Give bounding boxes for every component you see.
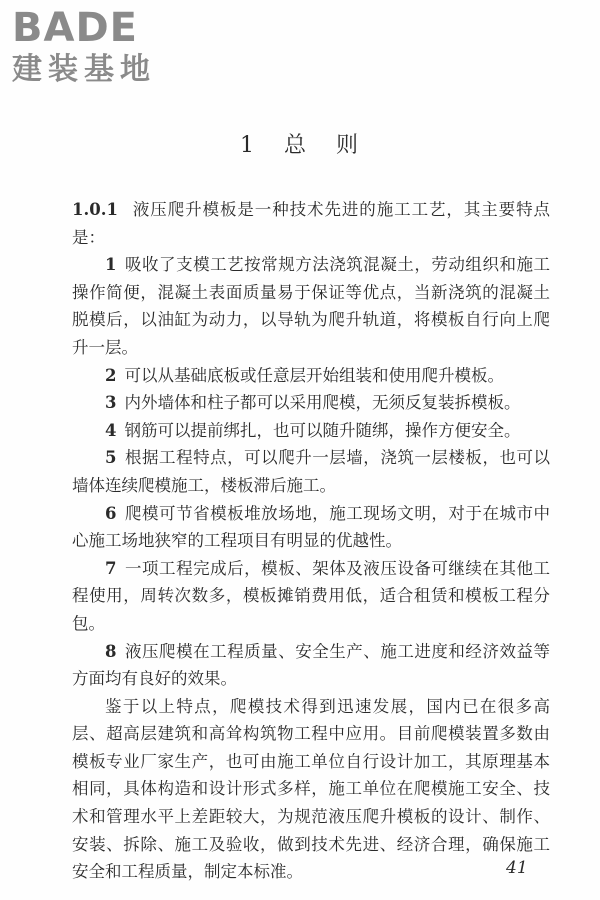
item-number: 3 bbox=[105, 393, 117, 413]
list-item bbox=[72, 389, 550, 417]
list-item bbox=[72, 638, 550, 693]
watermark-logo bbox=[12, 6, 182, 88]
item-number: 7 bbox=[105, 558, 117, 578]
list-item bbox=[72, 417, 550, 445]
item-number: 1 bbox=[105, 255, 117, 275]
list-item bbox=[72, 362, 550, 390]
item-text: 吸收了支模工艺按常规方法浇筑混凝土，劳动组织和施工操作简便，混凝土表面质量易于保证等优点，当新浇筑的混凝土脱模后，以油缸为动力，以导轨为爬升轨道，将模板自行向上爬升一层。 bbox=[72, 255, 550, 357]
chapter-heading bbox=[0, 128, 600, 159]
list-item bbox=[72, 251, 550, 361]
section-number: 1.0.1 bbox=[72, 200, 118, 219]
item-text: 爬模可节省模板堆放场地，施工现场文明，对于在城市中心施工场地狭窄的工程项目有明显的优越性。 bbox=[72, 503, 550, 551]
item-number: 2 bbox=[105, 365, 117, 385]
item-text: 一项工程完成后，模板、架体及液压设备可继续在其他工程使用，周转次数多，模板摊销费用低，适合租赁和模板工程分包。 bbox=[72, 558, 550, 633]
list-item bbox=[72, 555, 550, 638]
section-intro bbox=[72, 196, 550, 251]
item-text: 钢筋可以提前绑扎，也可以随升随绑，操作方便安全。 bbox=[124, 420, 521, 440]
chapter-title-char-2: 则 bbox=[336, 133, 361, 158]
item-number: 5 bbox=[105, 448, 117, 468]
closing-paragraph: 鉴于以上特点，爬模技术得到迅速发展，国内已在很多高层、超高层建筑和高耸构筑物工程中应用。目前爬模装置多数由模板专业厂家生产，也可由施工单位自行设计加工，其原理基本相同，具体构造和设计形式多样，施工单位在爬模施工安全、技术和管理水平上差距较大，为规范液压爬升模板的设计、制作、安装、拆除、施工及验收，做到技术先进、经济合理，确保施工安全和工程质量，制定本标准。 bbox=[72, 696, 550, 882]
chapter-title-char-1: 总 bbox=[283, 133, 308, 158]
list-item bbox=[72, 444, 550, 499]
item-text: 根据工程特点，可以爬升一层墙，浇筑一层楼板，也可以墙体连续爬模施工，楼板滞后施工。 bbox=[72, 448, 550, 495]
section-intro-text: 液压爬升模板是一种技术先进的施工工艺，其主要特点是： bbox=[72, 200, 550, 247]
body-text bbox=[72, 196, 550, 886]
logo-subtitle: 建装基地 bbox=[12, 52, 156, 87]
chapter-number: 1 bbox=[239, 133, 256, 158]
item-text: 可以从基础底板或任意层开始组装和使用爬升模板。 bbox=[124, 365, 504, 385]
item-text: 液压爬模在工程质量、安全生产、施工进度和经济效益等方面均有良好的效果。 bbox=[72, 641, 550, 689]
list-item bbox=[72, 500, 550, 555]
item-number: 8 bbox=[105, 641, 117, 661]
item-text: 内外墙体和柱子都可以采用爬模，无须反复装拆模板。 bbox=[124, 393, 521, 413]
item-number: 4 bbox=[105, 420, 117, 440]
item-number: 6 bbox=[105, 503, 117, 523]
logo-text: BADE bbox=[12, 5, 138, 51]
page-number: 41 bbox=[506, 858, 528, 878]
